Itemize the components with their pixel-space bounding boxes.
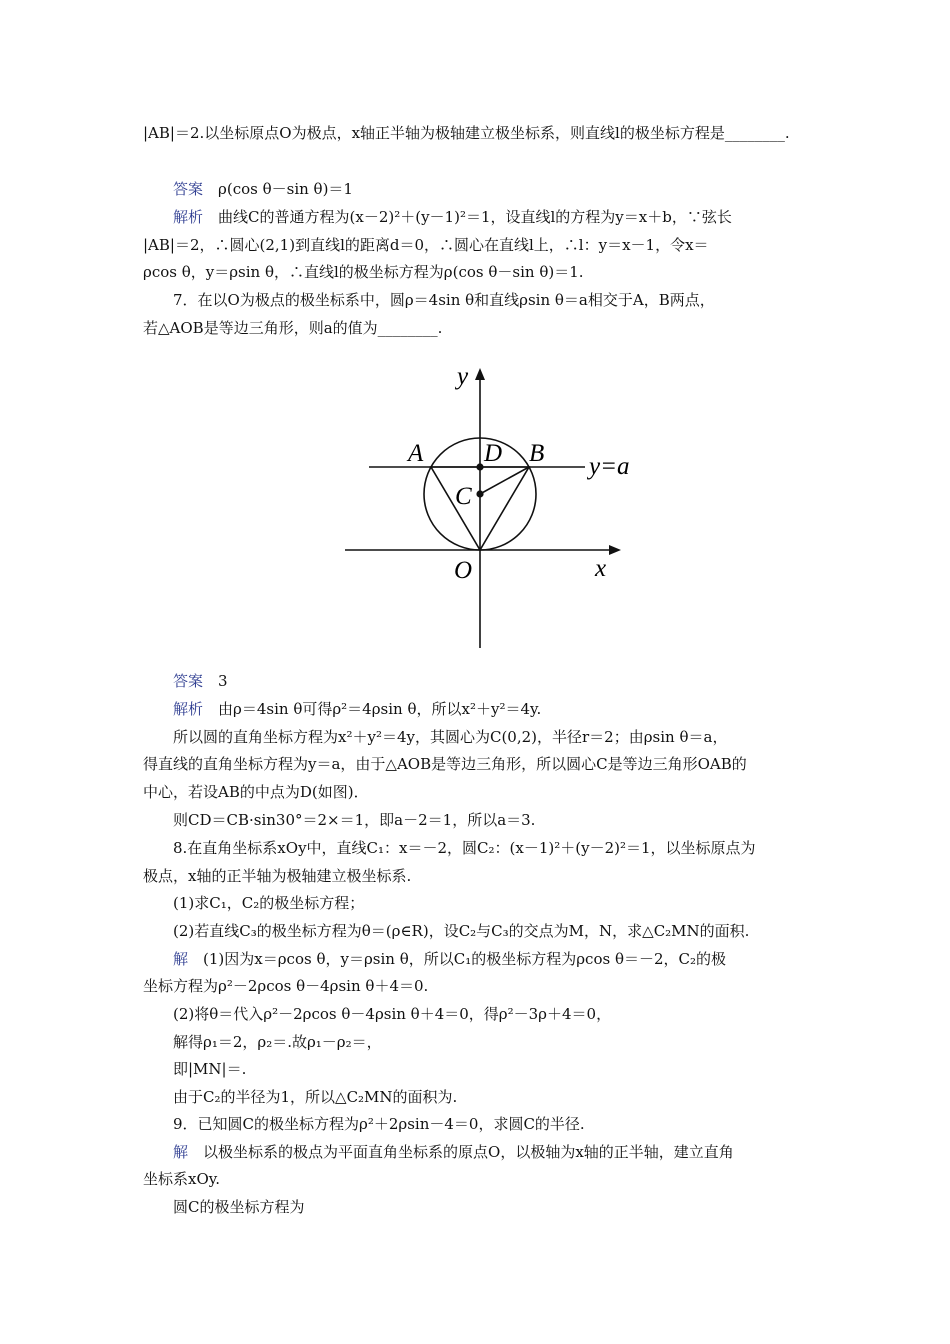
text-line: |AB|＝2，∴圆心(2,1)到直线l的距离d＝0，∴圆心在直线l上，∴l：y＝x－1，令x＝ [143, 236, 709, 254]
answer-line [173, 179, 353, 199]
point-c-label: C [455, 483, 472, 510]
answer-text: 3 [218, 672, 228, 690]
origin-label: O [454, 557, 473, 584]
point-d-label: D [484, 440, 503, 467]
question-9-line: 9．已知圆C的极坐标方程为ρ²＋2ρsin－4＝0，求圆C的半径. [173, 1115, 585, 1133]
question-8-line: (1)求C₁，C₂的极坐标方程； [173, 894, 365, 912]
solution-label: 解 [173, 1143, 189, 1161]
question-8-line: (2)若直线C₃的极坐标方程为θ＝(ρ∈R)，设C₂与C₃的交点为M，N，求△C₂MN的面积. [173, 922, 750, 940]
analysis-line: 解析 由ρ＝4sin θ可得ρ²＝4ρsin θ，所以x²＋y²＝4y. [173, 700, 542, 718]
answer-text: ρ(cos θ－sin θ)＝1 [218, 180, 353, 198]
solution-label: 解 [173, 950, 189, 968]
text-line: 圆C的极坐标方程为 [173, 1198, 305, 1216]
answer-line [173, 671, 228, 691]
question-7-line: 7．在以O为极点的极坐标系中，圆ρ＝4sin θ和直线ρsin θ＝a相交于A，B两点， [173, 291, 715, 309]
point-b-label: B [529, 440, 545, 467]
solution-line: 解 (1)因为x＝ρcos θ，y＝ρsin θ，所以C₁的极坐标方程为ρcos θ＝－2，C₂的极 [173, 950, 727, 968]
solution-line: 解 以极坐标系的极点为平面直角坐标系的原点O，以极轴为x轴的正半轴，建立直角 [173, 1143, 734, 1161]
text-line: |AB|＝2.以坐标原点O为极点，x轴正半轴为极轴建立极坐标系，则直线l的极坐标方程是________. [143, 124, 790, 142]
line-label: y=a [589, 453, 630, 480]
text-line: 由于C₂的半径为1，所以△C₂MN的面积为. [173, 1088, 458, 1106]
text-line: 坐标方程为ρ²－2ρcos θ－4ρsin θ＋4＝0. [143, 977, 429, 995]
answer-label: 答案 [173, 180, 204, 198]
text-line: 所以圆的直角坐标方程为x²＋y²＝4y，其圆心为C(0,2)，半径r＝2；由ρsin θ＝a， [173, 728, 728, 746]
analysis-line: 解析 曲线C的普通方程为(x－2)²＋(y－1)²＝1，设直线l的方程为y＝x＋b，∵弦长 [173, 208, 732, 226]
point-d [476, 463, 483, 470]
x-axis-arrow [609, 545, 621, 555]
question-7-line: 若△AOB是等边三角形，则a的值为________. [143, 319, 443, 337]
text-line: 解得ρ₁＝2，ρ₂＝.故ρ₁－ρ₂＝， [173, 1033, 382, 1051]
text-line: 即|MN|＝. [173, 1060, 247, 1078]
question-8-line: 极点，x轴的正半轴为极轴建立极坐标系. [143, 867, 412, 885]
analysis-label: 解析 [173, 700, 204, 718]
text-line: 中心，若设AB的中点为D(如图)． [143, 783, 369, 801]
text-line: 得直线的直角坐标方程为y＝a，由于△AOB是等边三角形，所以圆心C是等边三角形OAB的 [143, 755, 747, 773]
text-line: ρcos θ，y＝ρsin θ，∴直线l的极坐标方程为ρ(cos θ－sin θ)＝1. [143, 263, 584, 281]
point-a-label: A [408, 440, 424, 467]
text-line: (2)将θ＝代入ρ²－2ρcos θ－4ρsin θ＋4＝0，得ρ²－3ρ＋4＝0， [173, 1005, 612, 1023]
analysis-label: 解析 [173, 208, 204, 226]
text-line: 坐标系xOy. [143, 1170, 221, 1188]
answer-label: 答案 [173, 672, 204, 690]
text-line: 则CD＝CB·sin30°＝2×＝1，即a－2＝1，所以a＝3. [173, 811, 536, 829]
question-8-line: 8.在直角坐标系xOy中，直线C₁：x＝－2，圆C₂：(x－1)²＋(y－2)²＝1，以坐标原点为 [173, 839, 756, 857]
circle-triangle-figure [343, 352, 630, 652]
point-c [476, 490, 483, 497]
y-axis-label: y [457, 363, 469, 390]
x-axis-label: x [595, 555, 607, 582]
y-axis-arrow [475, 368, 485, 380]
